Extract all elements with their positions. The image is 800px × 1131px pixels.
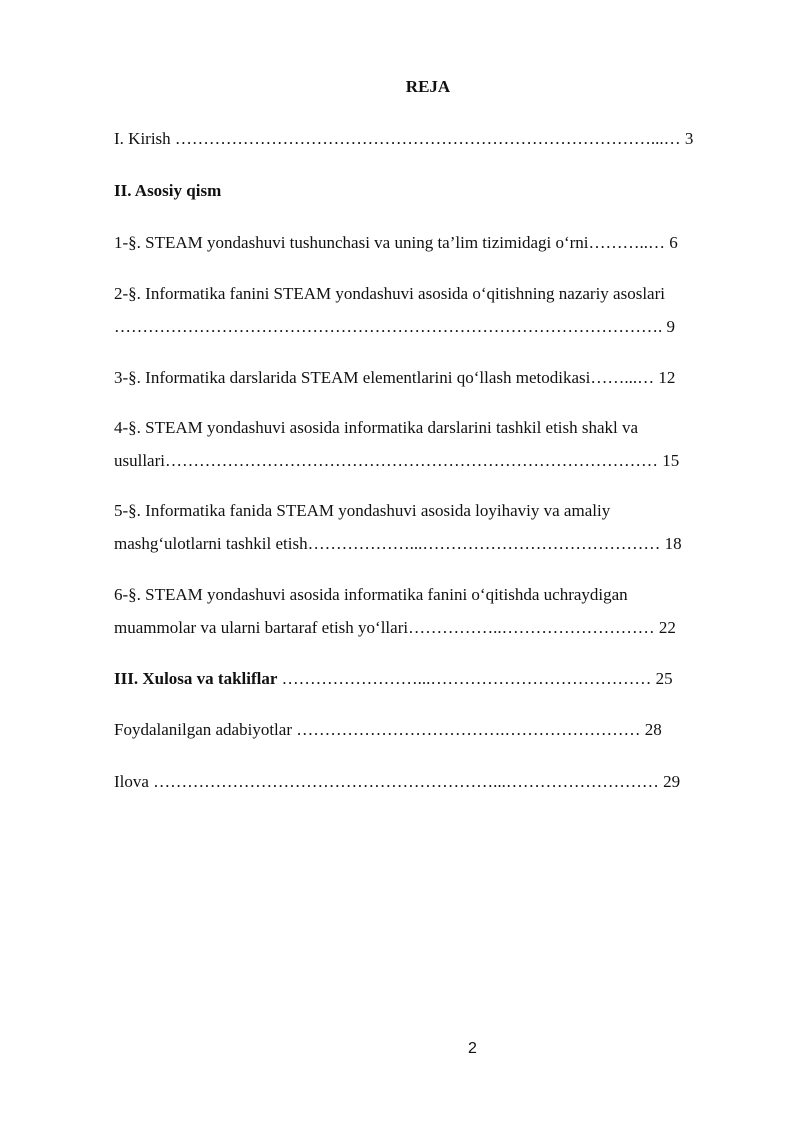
toc-entry-section-3-text: 3-§. Informatika darslarida STEAM elementlarini qo‘llash metodikasi……...… 12 bbox=[114, 368, 676, 387]
toc-entry-references-text: Foydalanilgan adabiyotlar ……………………………….…………………… 28 bbox=[114, 720, 662, 739]
toc-entry-section-2 bbox=[114, 277, 744, 343]
toc-entry-section-6-line-1: 6-§. STEAM yondashuvi asosida informatika fanini o‘qitishda uchraydigan bbox=[114, 585, 628, 604]
toc-entry-section-1 bbox=[114, 226, 744, 259]
page-title: REJA bbox=[405, 77, 451, 96]
toc-section-heading-text: II. Asosiy qism bbox=[114, 181, 222, 200]
toc-entry-intro-text: I. Kirish …………………………………………………………………………...… 3 bbox=[114, 129, 694, 148]
toc-entry-references bbox=[114, 713, 744, 746]
toc-entry-section-5-line-2: mashg‘ulotlarni tashkil etish………………...…………………………………… 18 bbox=[114, 534, 682, 553]
page-number: 2 bbox=[468, 1040, 477, 1057]
toc-entry-intro bbox=[114, 122, 744, 155]
toc-entry-appendix bbox=[114, 765, 744, 798]
toc-entry-conclusion-label: III. Xulosa va takliflar bbox=[114, 669, 278, 688]
toc-entry-section-6 bbox=[114, 578, 744, 644]
toc-entry-section-3 bbox=[114, 361, 744, 394]
toc-section-heading bbox=[114, 174, 744, 207]
toc-entry-section-2-line-2: ……………………………………………………………………………………. 9 bbox=[114, 317, 675, 336]
toc-entry-conclusion-leader: ……………………...………………………………… 25 bbox=[277, 669, 673, 688]
toc-entry-section-5 bbox=[114, 494, 744, 560]
toc-entry-section-4-line-2: usullari…………………………………………………………………………… 15 bbox=[114, 451, 680, 470]
toc-entry-section-1-text: 1-§. STEAM yondashuvi tushunchasi va uning ta’lim tizimidagi o‘rni………..… 6 bbox=[114, 233, 678, 252]
toc-entry-conclusion-line bbox=[114, 662, 744, 695]
toc-entry-section-4-line-1: 4-§. STEAM yondashuvi asosida informatika darslarini tashkil etish shakl va bbox=[114, 418, 639, 437]
toc-entry-section-6-line-2: muammolar va ularni bartaraf etish yo‘llari……………..……………………… 22 bbox=[114, 618, 676, 637]
toc-entry-appendix-text: Ilova ……………………………………………………...……………………… 29 bbox=[114, 772, 681, 791]
toc-entry-section-5-line-1: 5-§. Informatika fanida STEAM yondashuvi asosida loyihaviy va amaliy bbox=[114, 501, 611, 520]
toc-entry-section-4 bbox=[114, 411, 744, 477]
toc-entry-conclusion bbox=[114, 662, 744, 695]
toc-entry-section-2-line-1: 2-§. Informatika fanini STEAM yondashuvi asosida o‘qitishning nazariy asoslari bbox=[114, 284, 665, 303]
